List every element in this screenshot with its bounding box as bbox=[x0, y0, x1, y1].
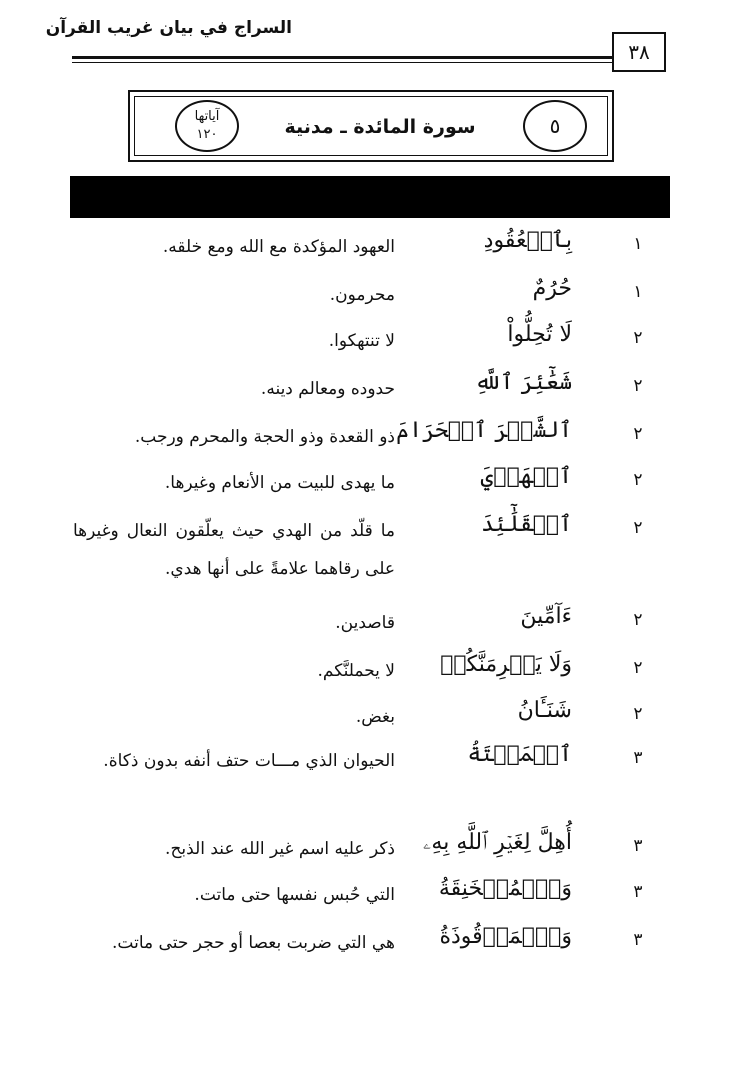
verse-number: ٣ bbox=[633, 836, 643, 856]
quran-word: وَٱلۡمَوۡقُوذَةُ bbox=[439, 924, 572, 949]
quran-word: ٱلۡهَدۡيَ bbox=[480, 464, 572, 489]
word-meaning: محرمون. bbox=[329, 285, 395, 305]
quran-word: بِٱلۡعُقُودِ bbox=[483, 228, 572, 253]
verse-number: ٢ bbox=[633, 518, 643, 538]
word-meaning: حدوده ومعالم دينه. bbox=[260, 379, 395, 399]
word-meaning: بغض. bbox=[355, 707, 395, 727]
quran-word: ٱلشَّهۡرَ ٱلۡحَرَامَ bbox=[396, 418, 572, 443]
quran-word: ءَآمِّينَ bbox=[520, 604, 572, 629]
page-number: ٣٨ bbox=[612, 32, 666, 72]
quran-word: حُرُمٌ bbox=[532, 276, 572, 301]
word-meaning: لا تنتهكوا. bbox=[328, 331, 395, 351]
verse-number: ٢ bbox=[633, 376, 643, 396]
verse-number: ٣ bbox=[633, 882, 643, 902]
verse-number: ٢ bbox=[633, 470, 643, 490]
ayat-label: آياتها bbox=[194, 109, 220, 124]
word-meaning: العهود المؤكدة مع الله ومع خلقه. bbox=[162, 237, 395, 257]
word-meaning: التي حُبس نفسها حتى ماتت. bbox=[194, 885, 395, 905]
word-meaning: الحيوان الذي مـــات حتف أنفه بدون ذكاة. bbox=[103, 751, 395, 771]
verse-number: ٢ bbox=[633, 704, 643, 724]
word-meaning: هي التي ضربت بعصا أو حجر حتى ماتت. bbox=[112, 933, 395, 953]
quran-word: لَا تُحِلُّواْ bbox=[507, 322, 572, 347]
word-meaning: ما قلّد من الهدي حيث يعلّقون النعال وغيرها على رقاهما علامةً على أنها هدي. bbox=[73, 521, 395, 579]
verse-number: ٢ bbox=[633, 328, 643, 348]
ayat-count: ١٢٠ bbox=[196, 127, 218, 142]
word-meaning: ذكر عليه اسم غير الله عند الذبح. bbox=[165, 839, 395, 859]
quran-word: وَٱلۡمُنۡخَنِقَةُ bbox=[438, 876, 572, 901]
verse-number: ٢ bbox=[633, 610, 643, 630]
quran-word: أُهِلَّ لِغَيۡرِ ٱللَّهِ بِهِۦ bbox=[423, 830, 572, 855]
verse-number: ٢ bbox=[633, 424, 643, 444]
table-header-bar bbox=[70, 176, 670, 218]
verse-number: ١ bbox=[633, 234, 643, 254]
verse-number: ٢ bbox=[633, 658, 643, 678]
word-meaning: لا يحملنَّكم. bbox=[317, 661, 395, 681]
surah-title: سورة المائدة ـ مدنية bbox=[284, 116, 476, 138]
quran-word: وَلَا يَجۡرِمَنَّكُمۡ bbox=[440, 652, 572, 677]
word-meaning: ذو القعدة وذو الحجة والمحرم ورجب. bbox=[134, 427, 395, 447]
verse-number: ٣ bbox=[633, 748, 643, 768]
quran-word: شَنَـَٔانُ bbox=[517, 698, 572, 723]
quran-word: شَعَٰٓئِرَ ٱللَّهِ bbox=[474, 370, 572, 395]
quran-word: ٱلۡقَلَٰٓئِدَ bbox=[481, 512, 572, 537]
verse-number: ١ bbox=[633, 282, 643, 302]
quran-word: ٱلۡمَيۡتَةُ bbox=[467, 742, 572, 767]
surah-number-circle: ٥ bbox=[523, 100, 587, 152]
book-title: السراج في بيان غريب القرآن bbox=[45, 18, 292, 38]
verse-number: ٣ bbox=[633, 930, 643, 950]
header-rule-thick bbox=[72, 56, 612, 59]
header-rule-thin bbox=[72, 62, 612, 63]
ayat-count-circle bbox=[175, 100, 239, 152]
word-meaning: قاصدين. bbox=[335, 613, 395, 633]
word-meaning: ما يهدى للبيت من الأنعام وغيرها. bbox=[164, 473, 395, 493]
